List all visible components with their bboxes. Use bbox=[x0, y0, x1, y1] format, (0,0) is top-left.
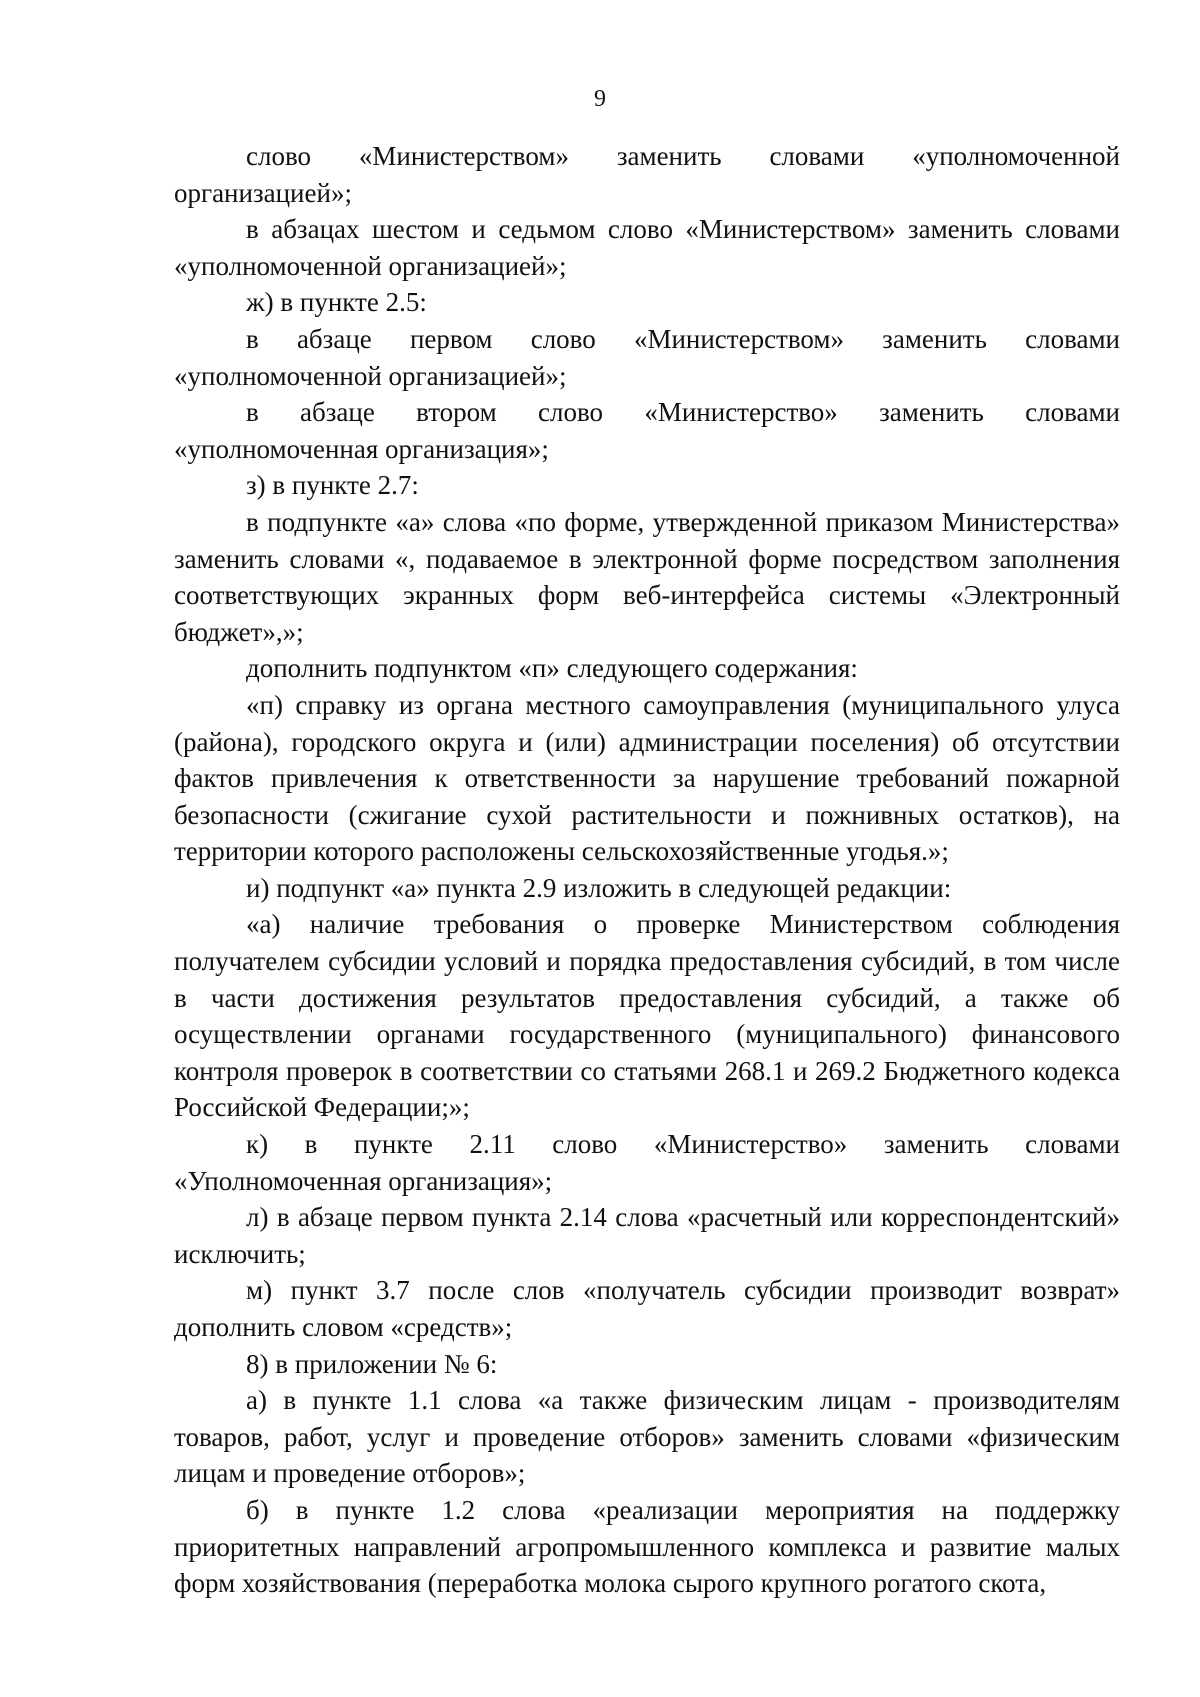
paragraph: и) подпункт «а» пункта 2.9 изложить в следующей редакции: bbox=[246, 872, 952, 903]
paragraph: «п) справку из органа местного самоуправления (муниципального улуса (района), городского округа и (или) администрации поселения) об отсутствии фактов привлечения к ответственности за нарушение требований пожарной безопасности (сжигание сухой растительности и пожнивных остатков), на территории которого расположены сельскохозяйственные угодья.»; bbox=[174, 689, 1120, 867]
paragraph: ж) в пункте 2.5: bbox=[246, 287, 427, 318]
paragraph: слово «Министерством» заменить словами «уполномоченной организацией»; bbox=[174, 141, 1120, 208]
paragraph: л) в абзаце первом пункта 2.14 слова «расчетный или корреспондентский» исключить; bbox=[174, 1202, 1120, 1269]
paragraph: б) в пункте 1.2 слова «реализации мероприятия на поддержку приоритетных направлений агропромышленного комплекса и развитие малых форм хозяйствования (переработка молока сырого крупного рогатого скота, bbox=[174, 1494, 1120, 1599]
document-body bbox=[174, 138, 1120, 1602]
paragraph: дополнить подпунктом «п» следующего содержания: bbox=[246, 653, 858, 684]
paragraph: «а) наличие требования о проверке Министерством соблюдения получателем субсидии условий и порядка предоставления субсидий, в том числе в части достижения результатов предоставления субсидий, а также об осуществлении органами государственного (муниципального) финансового контроля проверок в соответствии со статьями 268.1 и 269.2 Бюджетного кодекса Российской Федерации;»; bbox=[174, 909, 1120, 1123]
paragraph: з) в пункте 2.7: bbox=[246, 470, 419, 501]
page-number: 9 bbox=[594, 86, 606, 112]
paragraph: к) в пункте 2.11 слово «Министерство» заменить словами «Уполномоченная организация»; bbox=[174, 1129, 1120, 1196]
paragraph: 8) в приложении № 6: bbox=[246, 1348, 498, 1379]
paragraph: в абзаце втором слово «Министерство» заменить словами «уполномоченная организация»; bbox=[174, 397, 1120, 464]
paragraph: в абзаце первом слово «Министерством» заменить словами «уполномоченной организацией»; bbox=[174, 323, 1120, 391]
paragraph: м) пункт 3.7 после слов «получатель субсидии производит возврат» дополнить словом «средств»; bbox=[174, 1275, 1120, 1342]
paragraph: а) в пункте 1.1 слова «а также физическим лицам - производителям товаров, работ, услуг и проведение отборов» заменить словами «физическим лицам и проведение отборов»; bbox=[174, 1385, 1120, 1489]
paragraph: в абзацах шестом и седьмом слово «Министерством» заменить словами «уполномоченной организацией»; bbox=[174, 214, 1120, 281]
paragraph: в подпункте «а» слова «по форме, утвержденной приказом Министерства» заменить словами «, подаваемое в электронной форме посредством заполнения соответствующих экранных форм веб-интерфейса системы «Электронный бюджет»,»; bbox=[174, 506, 1120, 647]
